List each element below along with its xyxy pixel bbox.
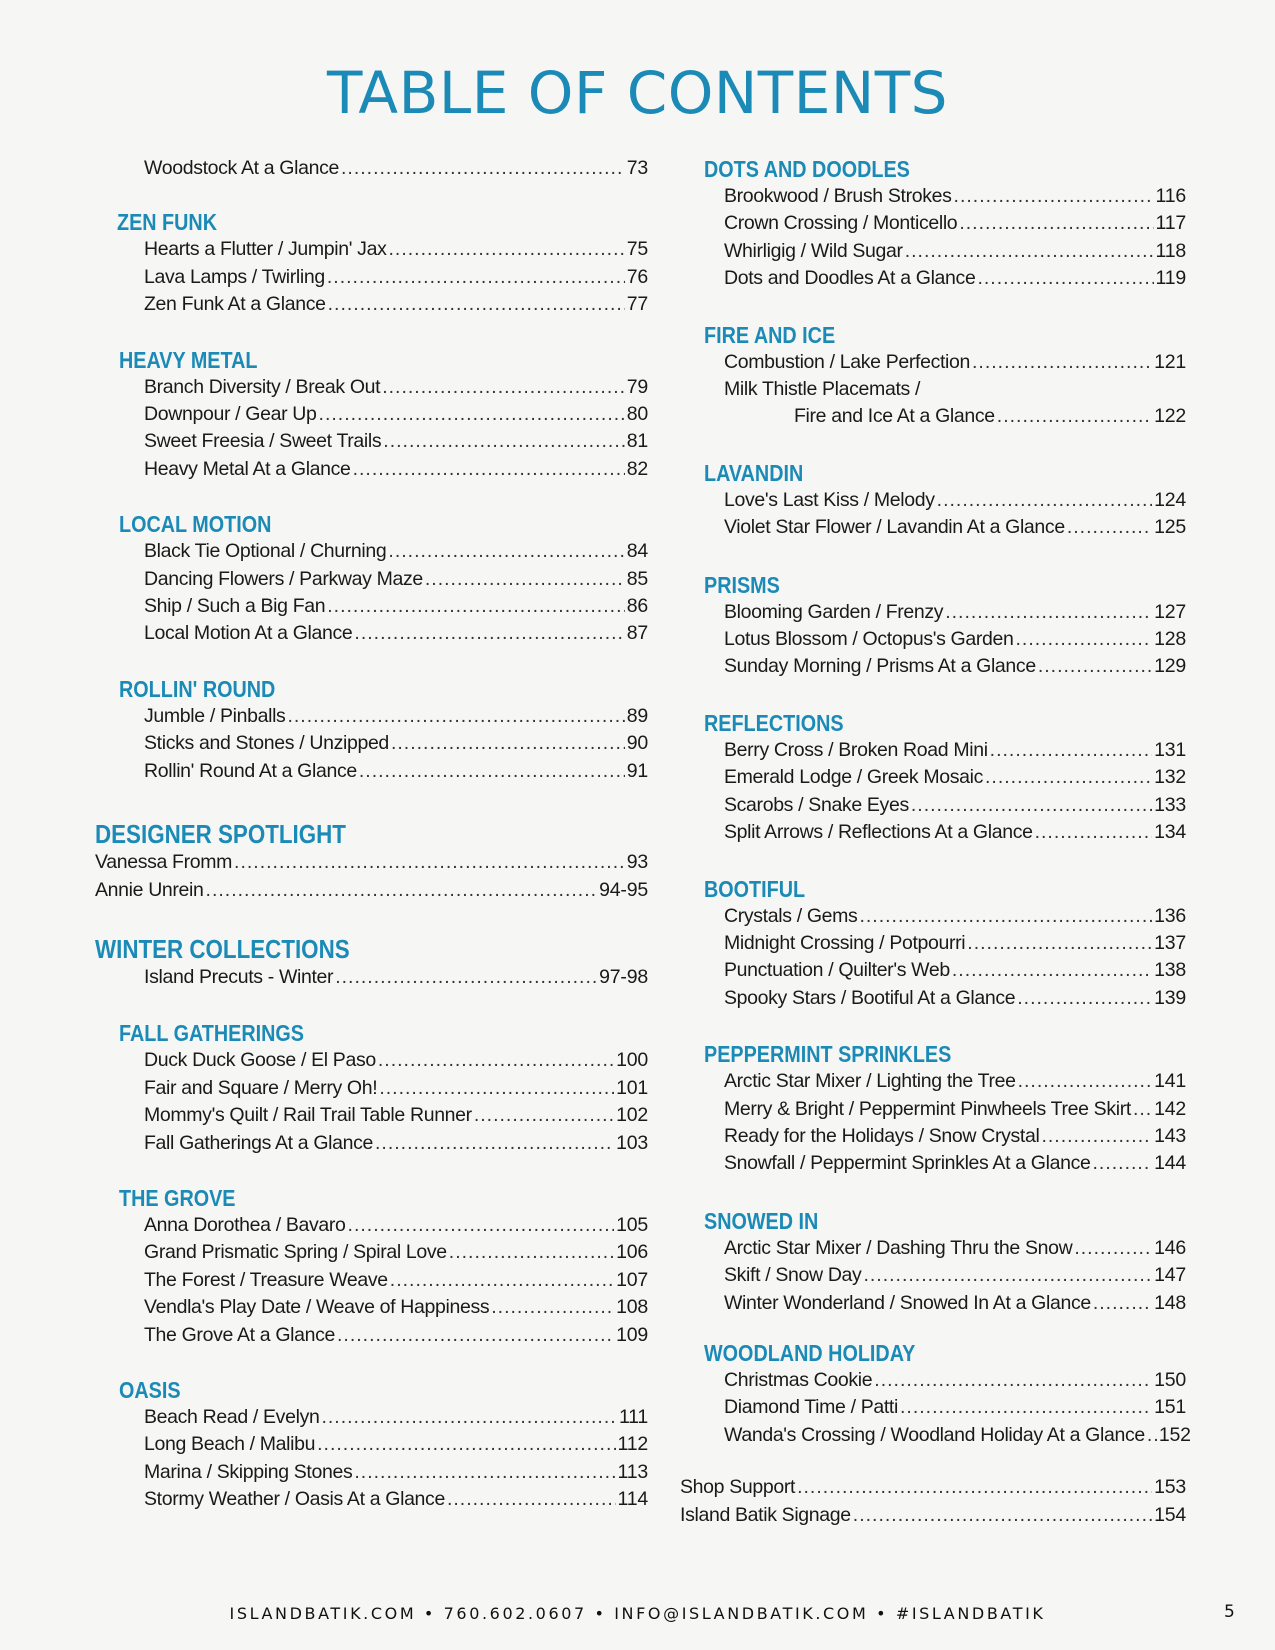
entry-page-number: 97-98 (599, 965, 648, 988)
toc-entry[interactable] (92, 456, 648, 483)
entry-title: Lava Lamps / Twirling (144, 265, 325, 288)
entry-title: Emerald Lodge / Greek Mosaic (724, 766, 983, 789)
toc-entry[interactable] (92, 730, 648, 757)
toc-entry[interactable] (92, 1431, 648, 1458)
entry-page-number: 112 (617, 1433, 648, 1456)
toc-entry[interactable] (92, 620, 648, 647)
entry-title: Arctic Star Mixer / Dashing Thru the Snow (724, 1236, 1073, 1259)
entry-title: Snowfall / Peppermint Sprinkles At a Glance (724, 1152, 1091, 1175)
entry-page-number: 134 (1154, 821, 1186, 844)
entry-page-number: 87 (626, 622, 648, 645)
entry-title: Berry Cross / Broken Road Mini (724, 738, 988, 761)
entry-title: Rollin' Round At a Glance (144, 759, 357, 782)
dot-leader (319, 401, 625, 428)
toc-entry[interactable] (92, 1404, 648, 1431)
dot-leader (234, 849, 625, 876)
entry-page-number: 90 (626, 732, 648, 755)
dot-leader (317, 1431, 615, 1458)
entry-title: Violet Star Flower / Lavandin At a Glance (724, 516, 1065, 539)
toc-entry[interactable] (92, 1102, 648, 1129)
entry-title: Spooky Stars / Bootiful At a Glance (724, 986, 1016, 1009)
dot-leader (449, 1239, 614, 1266)
dot-leader (382, 374, 625, 401)
entry-title: Beach Read / Evelyn (144, 1405, 320, 1428)
entry-title: Scarobs / Snake Eyes (724, 793, 909, 816)
toc-entry[interactable] (92, 1075, 648, 1102)
entry-title: Downpour / Gear Up (144, 403, 317, 426)
dot-leader (1017, 985, 1152, 1012)
section-local-motion (92, 510, 648, 648)
toc-entry[interactable] (680, 1422, 1191, 1449)
entry-page-number: 80 (626, 403, 648, 426)
dot-leader (1041, 1123, 1152, 1150)
toc-entry[interactable] (92, 155, 648, 182)
section-winter-collections (92, 934, 648, 991)
section-heading: REFLECTIONS (704, 709, 844, 736)
entry-page-number: 153 (1154, 1476, 1186, 1499)
entry-page-number: 108 (616, 1296, 648, 1319)
entry-title: Island Precuts - Winter (144, 965, 334, 988)
page-number: 5 (1224, 1602, 1235, 1622)
toc-entry[interactable] (680, 1123, 1186, 1150)
entry-title: Jumble / Pinballs (144, 704, 286, 727)
dot-leader (447, 1486, 616, 1513)
dot-leader (327, 593, 624, 620)
dot-leader (967, 930, 1152, 957)
section-heading: ZEN FUNK (117, 209, 218, 236)
dot-leader (1038, 653, 1152, 680)
entry-title: The Grove At a Glance (144, 1323, 336, 1346)
section-misc (92, 155, 648, 182)
toc-entry[interactable] (92, 401, 648, 428)
entry-page-number: 136 (1154, 904, 1186, 927)
dot-leader (383, 428, 624, 455)
entry-title: Winter Wonderland / Snowed In At a Glance (724, 1291, 1091, 1314)
entry-page-number: 82 (626, 457, 648, 480)
entry-title: The Forest / Treasure Weave (144, 1268, 388, 1291)
section-peppermint-sprinkles (680, 1040, 1186, 1178)
entry-page-number: 122 (1154, 405, 1186, 428)
entry-title: Whirligig / Wild Sugar (724, 239, 903, 262)
entry-title: Split Arrows / Reflections At a Glance (724, 821, 1033, 844)
dot-leader (287, 703, 624, 730)
entry-title: Annie Unrein (95, 878, 204, 901)
toc-entry[interactable] (92, 264, 648, 291)
toc-entry[interactable] (92, 703, 648, 730)
entry-page-number: 138 (1154, 959, 1186, 982)
section-heading: DOTS AND DOODLES (704, 156, 910, 182)
toc-entry[interactable] (680, 1068, 1186, 1095)
entry-title: Christmas Cookie (724, 1368, 873, 1391)
toc-entry[interactable] (92, 1459, 648, 1486)
dot-leader (388, 236, 624, 263)
entry-page-number: 105 (616, 1213, 648, 1236)
entry-title: Skift / Snow Day (724, 1264, 862, 1287)
section-misc (680, 1474, 1186, 1529)
dot-leader (359, 758, 625, 785)
entry-title: Hearts a Flutter / Jumpin' Jax (144, 238, 387, 261)
dot-leader (937, 487, 1152, 514)
entry-title: Wanda's Crossing / Woodland Holiday At a Glance (724, 1423, 1145, 1446)
entry-title: Dancing Flowers / Parkway Maze (144, 567, 423, 590)
entry-page-number: 91 (626, 759, 648, 782)
toc-entry[interactable] (92, 1322, 648, 1349)
section-heading: PRISMS (704, 571, 780, 598)
dot-leader (353, 456, 625, 483)
dot-leader (952, 957, 1152, 984)
entry-title: Zen Funk At a Glance (144, 293, 326, 316)
entry-title: Island Batik Signage (680, 1503, 851, 1526)
entry-page-number: 94-95 (599, 878, 648, 901)
toc-entry[interactable] (680, 1394, 1186, 1421)
dot-leader (853, 1502, 1152, 1529)
toc-entry[interactable] (92, 1212, 648, 1239)
entry-page-number: 77 (626, 293, 648, 316)
dot-leader (327, 264, 625, 291)
toc-entry[interactable] (92, 877, 648, 904)
dot-leader (388, 538, 624, 565)
entry-title: Milk Thistle Placemats / (724, 378, 921, 401)
entry-title: Vendla's Play Date / Weave of Happiness (144, 1296, 490, 1319)
toc-right-column (680, 155, 1191, 1529)
entry-page-number: 141 (1154, 1070, 1186, 1093)
dot-leader (911, 792, 1152, 819)
section-heading: BOOTIFUL (704, 875, 806, 902)
toc-entry[interactable] (92, 758, 648, 785)
toc-entry[interactable] (680, 1367, 1186, 1394)
entry-title: Vanessa Fromm (95, 851, 233, 874)
entry-page-number: 76 (626, 265, 648, 288)
dot-leader (354, 620, 624, 647)
section-heading: WINTER COLLECTIONS (95, 933, 350, 964)
dot-leader (328, 291, 625, 318)
toc-entry[interactable] (680, 1262, 1186, 1289)
section-heading: ROLLIN' ROUND (119, 675, 276, 702)
section-woodland-holiday (680, 1339, 1191, 1449)
entry-page-number: 103 (616, 1131, 648, 1154)
entry-title: Black Tie Optional / Churning (144, 540, 387, 563)
section-heading: SNOWED IN (704, 1207, 819, 1234)
toc-entry[interactable] (680, 183, 1186, 210)
dot-leader (874, 1367, 1152, 1394)
dot-leader (797, 1474, 1152, 1501)
entry-page-number: 151 (1154, 1396, 1186, 1419)
dot-leader (375, 1130, 614, 1157)
toc-entry[interactable] (680, 1150, 1186, 1177)
entry-page-number: 125 (1154, 516, 1186, 539)
entry-page-number: 143 (1154, 1124, 1186, 1147)
toc-entry[interactable] (680, 376, 1186, 403)
dot-leader (1067, 514, 1152, 541)
dot-leader (474, 1102, 614, 1129)
entry-title: Love's Last Kiss / Melody (724, 488, 935, 511)
dot-leader (206, 877, 598, 904)
section-heading: OASIS (119, 1376, 181, 1403)
entry-page-number: 121 (1154, 350, 1186, 373)
entry-title: Anna Dorothea / Bavaro (144, 1213, 346, 1236)
toc-entry[interactable] (680, 903, 1186, 930)
entry-page-number: 128 (1154, 628, 1186, 651)
dot-leader (990, 737, 1152, 764)
dot-leader (859, 903, 1152, 930)
toc-entry[interactable] (680, 210, 1186, 237)
dot-leader (863, 1262, 1152, 1289)
section-bootiful (680, 875, 1186, 1013)
section-heading: LOCAL MOTION (119, 511, 272, 538)
toc-entry[interactable] (92, 1486, 648, 1513)
dot-leader (379, 1075, 614, 1102)
toc-entry[interactable] (680, 737, 1186, 764)
section-fire-and-ice (680, 321, 1186, 431)
section-designer-spotlight (92, 819, 648, 904)
entry-title: Crystals / Gems (724, 904, 858, 927)
toc-entry[interactable] (680, 626, 1186, 653)
entry-title: Midnight Crossing / Potpourri (724, 931, 966, 954)
section-fall-gatherings (92, 1019, 648, 1157)
entry-title: Fall Gatherings At a Glance (144, 1131, 374, 1154)
section-oasis (92, 1376, 648, 1514)
entry-page-number: 81 (626, 430, 648, 453)
section-heading: FALL GATHERINGS (119, 1020, 304, 1047)
toc-entry[interactable] (680, 930, 1186, 957)
entry-page-number: 85 (626, 567, 648, 590)
footer-contact: ISLANDBATIK.COM • 760.602.0607 • INFO@ISLANDBATIK.COM • #ISLANDBATIK (229, 1604, 1046, 1623)
entry-title: Dots and Doodles At a Glance (724, 267, 976, 290)
entry-page-number: 102 (616, 1104, 648, 1127)
entry-title: Fire and Ice At a Glance (794, 405, 995, 428)
entry-page-number: 148 (1154, 1291, 1186, 1314)
entry-title: Mommy's Quilt / Rail Trail Table Runner (144, 1104, 472, 1127)
entry-title: Ship / Such a Big Fan (144, 595, 326, 618)
toc-entry[interactable] (92, 1294, 648, 1321)
entry-page-number: 73 (626, 157, 648, 179)
entry-page-number: 84 (626, 540, 648, 563)
entry-title: Lotus Blossom / Octopus's Garden (724, 628, 1014, 651)
toc-entry[interactable] (92, 291, 648, 318)
section-heading: THE GROVE (119, 1184, 236, 1211)
toc-entry[interactable] (92, 1130, 648, 1157)
entry-title: Punctuation / Quilter's Web (724, 959, 950, 982)
dot-leader (1035, 819, 1152, 846)
entry-title: Merry & Bright / Peppermint Pinwheels Tree Skirt (724, 1097, 1131, 1120)
toc-entry[interactable] (680, 487, 1186, 514)
dot-leader (985, 764, 1152, 791)
dot-leader (1074, 1235, 1152, 1262)
entry-title: Heavy Metal At a Glance (144, 457, 351, 480)
section-prisms (680, 571, 1186, 681)
section-rollin-round (92, 675, 648, 785)
entry-page-number: 142 (1154, 1097, 1186, 1120)
entry-page-number: 114 (617, 1488, 648, 1511)
entry-page-number: 137 (1154, 931, 1186, 954)
toc-entry[interactable] (92, 374, 648, 401)
section-zen-funk (92, 208, 648, 318)
entry-title: Shop Support (680, 1476, 796, 1499)
entry-title: Fair and Square / Merry Oh! (144, 1076, 378, 1099)
toc-entry[interactable] (92, 428, 648, 455)
entry-title: Brookwood / Brush Strokes (724, 185, 952, 207)
dot-leader (959, 210, 1153, 237)
toc-entry[interactable] (92, 849, 648, 876)
dot-leader (1016, 626, 1153, 653)
dot-leader (945, 599, 1152, 626)
entry-page-number: 127 (1154, 600, 1186, 623)
entry-title: Sticks and Stones / Unzipped (144, 732, 389, 755)
toc-entry[interactable] (680, 1096, 1186, 1123)
toc-entry[interactable] (680, 1290, 1186, 1317)
dot-leader (321, 1404, 616, 1431)
toc-entry[interactable] (92, 1047, 648, 1074)
entry-page-number: 152 (1158, 1423, 1191, 1446)
toc-entry[interactable] (680, 957, 1186, 984)
entry-title: Long Beach / Malibu (144, 1433, 316, 1456)
dot-leader (905, 238, 1154, 265)
toc-entry[interactable] (680, 985, 1186, 1012)
entry-title: Diamond Time / Patti (724, 1396, 898, 1419)
dot-leader (1147, 1422, 1157, 1449)
entry-title: Local Motion At a Glance (144, 622, 353, 645)
entry-page-number: 150 (1154, 1368, 1186, 1391)
toc-entry[interactable] (680, 792, 1186, 819)
section-heading: PEPPERMINT SPRINKLES (704, 1041, 952, 1068)
toc-entry[interactable] (92, 1239, 648, 1266)
toc-entry[interactable] (92, 236, 648, 263)
toc-entry[interactable] (680, 819, 1186, 846)
dot-leader (354, 1459, 615, 1486)
dot-leader (378, 1047, 614, 1074)
toc-entry[interactable] (680, 599, 1186, 626)
toc-entry[interactable] (92, 964, 648, 991)
entry-page-number: 106 (616, 1241, 648, 1264)
entry-title: Grand Prismatic Spring / Spiral Love (144, 1241, 447, 1264)
dot-leader (491, 1294, 614, 1321)
section-snowed-in (680, 1207, 1186, 1317)
dot-leader (977, 265, 1153, 292)
toc-entry[interactable] (92, 593, 648, 620)
entry-title: Crown Crossing / Monticello (724, 212, 958, 235)
entry-page-number: 93 (626, 851, 648, 874)
section-heading: WOODLAND HOLIDAY (704, 1339, 916, 1366)
entry-page-number: 131 (1154, 738, 1186, 761)
dot-leader (335, 964, 597, 991)
toc-entry[interactable] (92, 566, 648, 593)
entry-title: Combustion / Lake Perfection (724, 350, 971, 373)
dot-leader (1018, 1068, 1152, 1095)
entry-page-number: 124 (1154, 488, 1186, 511)
toc-entry[interactable] (680, 1235, 1186, 1262)
toc-entry[interactable] (680, 1502, 1186, 1529)
toc-entry[interactable] (92, 538, 648, 565)
toc-entry[interactable] (680, 238, 1186, 265)
dot-leader (997, 403, 1152, 430)
section-lavandin (680, 459, 1186, 542)
toc-entry[interactable] (680, 349, 1186, 376)
entry-title: Sweet Freesia / Sweet Trails (144, 430, 382, 453)
entry-title: Marina / Skipping Stones (144, 1460, 353, 1483)
dot-leader (390, 1267, 614, 1294)
dot-leader (337, 1322, 614, 1349)
entry-title: Arctic Star Mixer / Lighting the Tree (724, 1070, 1016, 1093)
section-heading: FIRE AND ICE (704, 321, 836, 348)
entry-title: Stormy Weather / Oasis At a Glance (144, 1488, 445, 1511)
dot-leader (425, 566, 625, 593)
toc-entry[interactable] (680, 403, 1186, 430)
entry-title: Blooming Garden / Frenzy (724, 600, 944, 623)
entry-page-number: 139 (1154, 986, 1186, 1009)
entry-page-number: 100 (616, 1049, 648, 1072)
section-heading: LAVANDIN (704, 459, 804, 486)
dot-leader (1133, 1096, 1152, 1123)
entry-page-number: 113 (617, 1460, 648, 1483)
entry-page-number: 101 (616, 1076, 648, 1099)
toc-entry[interactable] (680, 514, 1186, 541)
toc-entry[interactable] (680, 265, 1186, 292)
entry-page-number: 118 (1155, 239, 1186, 262)
entry-page-number: 147 (1154, 1264, 1186, 1287)
entry-title: Sunday Morning / Prisms At a Glance (724, 655, 1036, 678)
entry-page-number: 89 (626, 704, 648, 727)
entry-page-number: 117 (1155, 212, 1186, 235)
dot-leader (341, 155, 625, 182)
toc-left-column (92, 155, 648, 1514)
dot-leader (391, 730, 625, 757)
dot-leader (900, 1394, 1152, 1421)
dot-leader (348, 1212, 615, 1239)
entry-page-number: 133 (1154, 793, 1186, 816)
entry-title: Duck Duck Goose / El Paso (144, 1049, 376, 1072)
entry-page-number: 154 (1154, 1503, 1186, 1526)
toc-entry[interactable] (680, 1474, 1186, 1501)
entry-page-number: 144 (1154, 1152, 1186, 1175)
entry-page-number: 119 (1155, 267, 1186, 290)
dot-leader (1093, 1290, 1152, 1317)
toc-entry[interactable] (680, 764, 1186, 791)
toc-entry[interactable] (92, 1267, 648, 1294)
entry-title: Ready for the Holidays / Snow Crystal (724, 1124, 1040, 1147)
entry-page-number: 79 (626, 375, 648, 398)
dot-leader (954, 183, 1154, 210)
entry-page-number: 116 (1155, 185, 1186, 207)
section-the-grove (92, 1184, 648, 1349)
entry-page-number: 107 (616, 1268, 648, 1291)
page-title: TABLE OF CONTENTS (327, 59, 948, 127)
section-heavy-metal (92, 346, 648, 484)
entry-title: Branch Diversity / Break Out (144, 375, 381, 398)
section-heading: DESIGNER SPOTLIGHT (95, 819, 346, 850)
dot-leader (972, 349, 1152, 376)
section-heading: HEAVY METAL (119, 346, 258, 373)
entry-page-number: 132 (1154, 766, 1186, 789)
dot-leader (1092, 1150, 1152, 1177)
entry-page-number: 129 (1154, 655, 1186, 678)
entry-page-number: 146 (1154, 1236, 1186, 1259)
entry-title: Woodstock At a Glance (144, 157, 339, 179)
entry-page-number: 109 (616, 1323, 648, 1346)
toc-entry[interactable] (680, 653, 1186, 680)
section-dots-and-doodles (680, 155, 1186, 293)
entry-page-number: 86 (626, 595, 648, 618)
entry-page-number: 111 (618, 1405, 648, 1428)
section-reflections (680, 709, 1186, 847)
entry-page-number: 75 (626, 238, 648, 261)
